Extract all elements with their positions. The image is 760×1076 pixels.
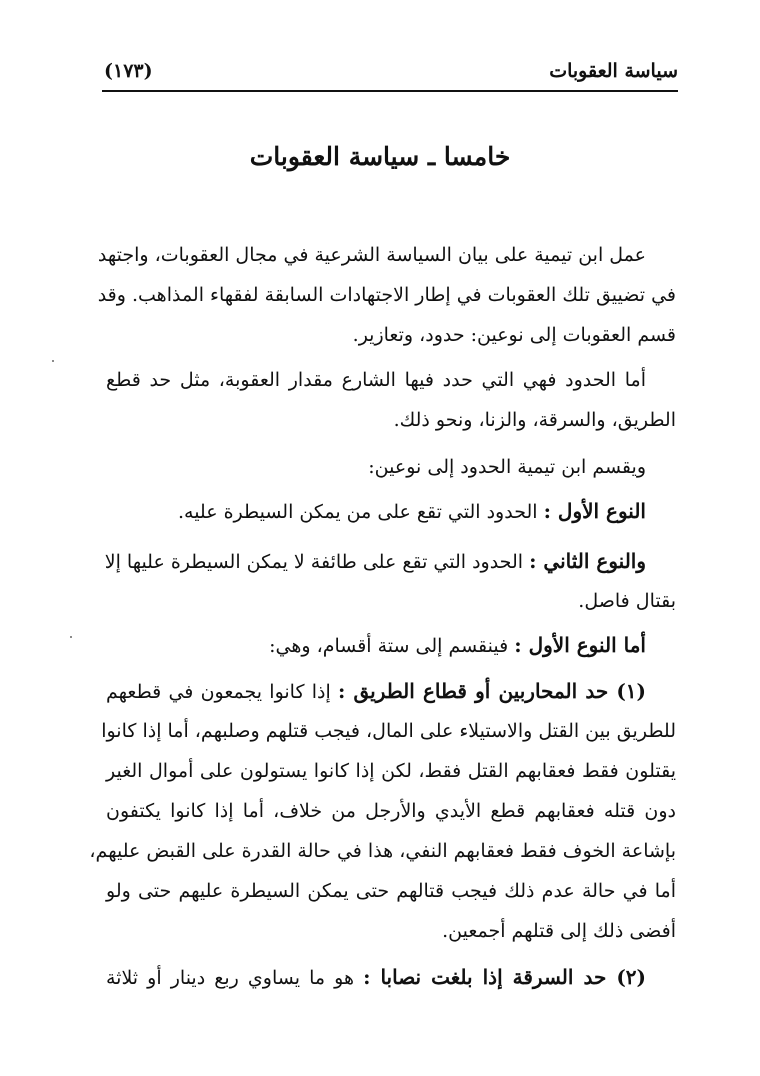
paragraph-1-line-2: في تضييق تلك العقوبات في إطار الاجتهادات السابقة لفقهاء المذاهب. وقد [97,284,676,306]
item-1-line-3: يقتلون فقط فعقابهم القتل فقط، لكن إذا كانوا يستولون على أموال الغير [106,760,676,782]
second-type-label: والنوع الثاني : [529,549,646,573]
paragraph-2-line-2: الطريق، والسرقة، والزنا، ونحو ذلك. [393,409,676,431]
first-type-text: الحدود التي تقع على من يمكن السيطرة عليه. [177,501,544,523]
scan-speck [52,360,54,362]
item-1-line-5: بإشاعة الخوف فقط فعقابهم النفي، هذا في حالة القدرة على القبض عليهم، [89,840,676,862]
item-1-label: (١) حد المحاربين أو قطاع الطريق : [337,679,647,703]
page-header [102,58,678,92]
paragraph-1-line-3: قسم العقوبات إلى نوعين: حدود، وتعازير. [352,324,676,346]
item-2-text: هو ما يساوي ربع دينار أو ثلاثة [106,967,364,989]
first-type-division-text: فينقسم إلى ستة أقسام، وهي: [269,635,515,657]
paragraph-3-line-1: ويقسم ابن تيمية الحدود إلى نوعين: [368,456,646,478]
item-1-line-4: دون قتله فعقابهم قطع الأيدي والأرجل من خلاف، أما إذا كانوا يكتفون [106,800,676,822]
page-number: (١٧٣) [104,60,153,82]
first-type-label: النوع الأول : [543,499,646,523]
item-1-line-1 [106,676,646,707]
item-1-text: إذا كانوا يجمعون في قطعهم [106,681,338,703]
item-1-line-7: أفضى ذلك إلى قتلهم أجمعين. [442,920,676,942]
first-type-line [178,496,646,527]
scan-speck [70,636,72,638]
paragraph-1-line-1: عمل ابن تيمية على بيان السياسة الشرعية في مجال العقوبات، واجتهد [97,244,646,266]
first-type-division-label: أما النوع الأول : [514,633,646,657]
item-1-line-6: أما في حالة عدم ذلك فيجب قتالهم حتى يمكن السيطرة عليهم حتى ولو [106,880,676,902]
paragraph-2-line-1: أما الحدود فهي التي حدد فيها الشارع مقدار العقوبة، مثل حد قطع [106,369,646,391]
item-2-line-1 [106,962,646,993]
second-type-text: الحدود التي تقع على طائفة لا يمكن السيطرة عليها إلا [104,551,530,573]
running-title: سياسة العقوبات [549,60,678,82]
item-1-line-2: للطريق بين القتل والاستيلاء على المال، فيجب قتلهم وصلبهم، أما إذا كانوا [101,720,676,742]
section-heading: خامسا ـ سياسة العقوبات [249,142,511,171]
second-type-line [106,546,646,577]
first-type-division-line [269,630,646,661]
item-2-label: (٢) حد السرقة إذا بلغت نصابا : [363,965,647,989]
second-type-continuation: بقتال فاصل. [578,590,676,612]
